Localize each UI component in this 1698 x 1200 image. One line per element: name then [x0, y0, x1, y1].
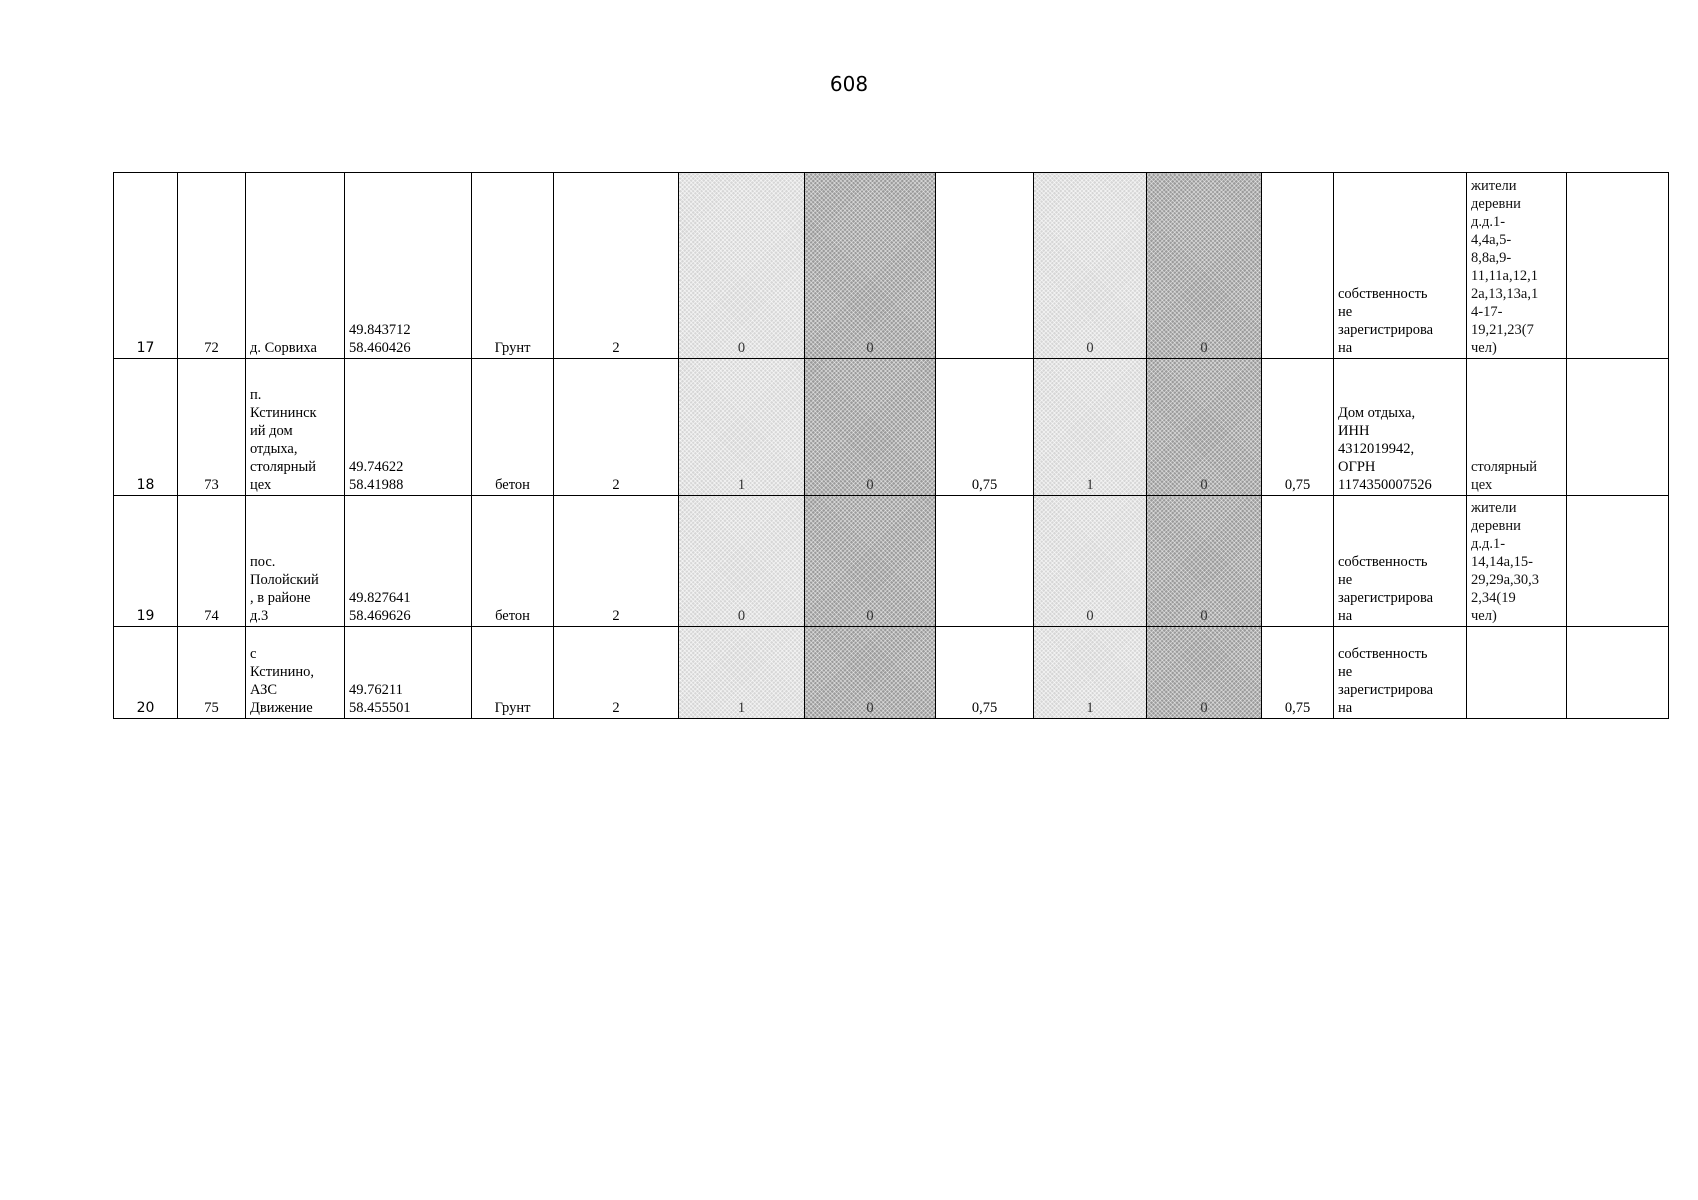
address-cell: п. Кстининск ий дом отдыха, столярный цех — [246, 359, 345, 496]
count-cell: 2 — [554, 496, 679, 627]
address-cell: пос. Полойский , в районе д.3 — [246, 496, 345, 627]
coord-lat: 49.76211 — [349, 682, 403, 698]
value-cell-5: 0 — [1147, 359, 1262, 496]
surface-cell: Грунт — [472, 173, 554, 359]
owner-cell: Дом отдыха, ИНН 4312019942, ОГРН 1174350007526 — [1334, 359, 1467, 496]
value-cell-1: 0 — [679, 496, 805, 627]
site-id-cell: 73 — [178, 359, 246, 496]
address-cell: д. Сорвиха — [246, 173, 345, 359]
row-number-cell: 19 — [114, 496, 178, 627]
coord-lat: 49.843712 — [349, 322, 411, 338]
count-cell: 2 — [554, 359, 679, 496]
owner-cell: собственность не зарегистрирова на — [1334, 627, 1467, 719]
volume-cell-2: 0,75 — [1262, 627, 1334, 719]
coord-lat: 49.827641 — [349, 590, 411, 606]
coord-lat: 49.74622 — [349, 459, 404, 475]
coord-lon: 58.460426 — [349, 340, 411, 356]
coordinates-cell — [345, 173, 472, 359]
volume-cell-1 — [936, 173, 1034, 359]
value-cell-4: 1 — [1034, 359, 1147, 496]
waste-sites-table — [113, 172, 1669, 719]
coordinates-cell — [345, 496, 472, 627]
owner-cell: собственность не зарегистрирова на — [1334, 496, 1467, 627]
extra-cell — [1567, 496, 1669, 627]
row-number-cell: 18 — [114, 359, 178, 496]
table-row — [114, 627, 1669, 719]
value-cell-1: 1 — [679, 359, 805, 496]
value-cell-1: 1 — [679, 627, 805, 719]
coordinates-cell — [345, 359, 472, 496]
value-cell-5: 0 — [1147, 496, 1262, 627]
table-row — [114, 359, 1669, 496]
sources-cell: жители деревни д.д.1- 14,14а,15- 29,29а,30,3 2,34(19 чел) — [1467, 496, 1567, 627]
coordinates-cell — [345, 627, 472, 719]
table-row — [114, 496, 1669, 627]
volume-cell-1 — [936, 496, 1034, 627]
value-cell-2: 0 — [805, 359, 936, 496]
volume-cell-1: 0,75 — [936, 627, 1034, 719]
table-row — [114, 173, 1669, 359]
volume-cell-1: 0,75 — [936, 359, 1034, 496]
extra-cell — [1567, 627, 1669, 719]
surface-cell: бетон — [472, 496, 554, 627]
owner-cell: собственность не зарегистрирова на — [1334, 173, 1467, 359]
coord-lon: 58.469626 — [349, 608, 411, 624]
coord-lon: 58.455501 — [349, 700, 411, 716]
value-cell-2: 0 — [805, 496, 936, 627]
value-cell-2: 0 — [805, 627, 936, 719]
value-cell-4: 0 — [1034, 173, 1147, 359]
sources-cell: жители деревни д.д.1- 4,4а,5- 8,8а,9- 11,11а,12,1 2а,13,13а,1 4-17- 19,21,23(7 чел) — [1467, 173, 1567, 359]
row-number-cell: 20 — [114, 627, 178, 719]
address-cell: с Кстинино, АЗС Движение — [246, 627, 345, 719]
value-cell-4: 1 — [1034, 627, 1147, 719]
value-cell-1: 0 — [679, 173, 805, 359]
value-cell-4: 0 — [1034, 496, 1147, 627]
volume-cell-2 — [1262, 173, 1334, 359]
surface-cell: Грунт — [472, 627, 554, 719]
value-cell-2: 0 — [805, 173, 936, 359]
volume-cell-2: 0,75 — [1262, 359, 1334, 496]
extra-cell — [1567, 173, 1669, 359]
extra-cell — [1567, 359, 1669, 496]
site-id-cell: 75 — [178, 627, 246, 719]
surface-cell: бетон — [472, 359, 554, 496]
count-cell: 2 — [554, 627, 679, 719]
page-number: 608 — [829, 72, 869, 96]
site-id-cell: 72 — [178, 173, 246, 359]
volume-cell-2 — [1262, 496, 1334, 627]
value-cell-5: 0 — [1147, 173, 1262, 359]
coord-lon: 58.41988 — [349, 477, 404, 493]
sources-cell — [1467, 627, 1567, 719]
site-id-cell: 74 — [178, 496, 246, 627]
value-cell-5: 0 — [1147, 627, 1262, 719]
sources-cell: столярный цех — [1467, 359, 1567, 496]
count-cell: 2 — [554, 173, 679, 359]
row-number-cell: 17 — [114, 173, 178, 359]
